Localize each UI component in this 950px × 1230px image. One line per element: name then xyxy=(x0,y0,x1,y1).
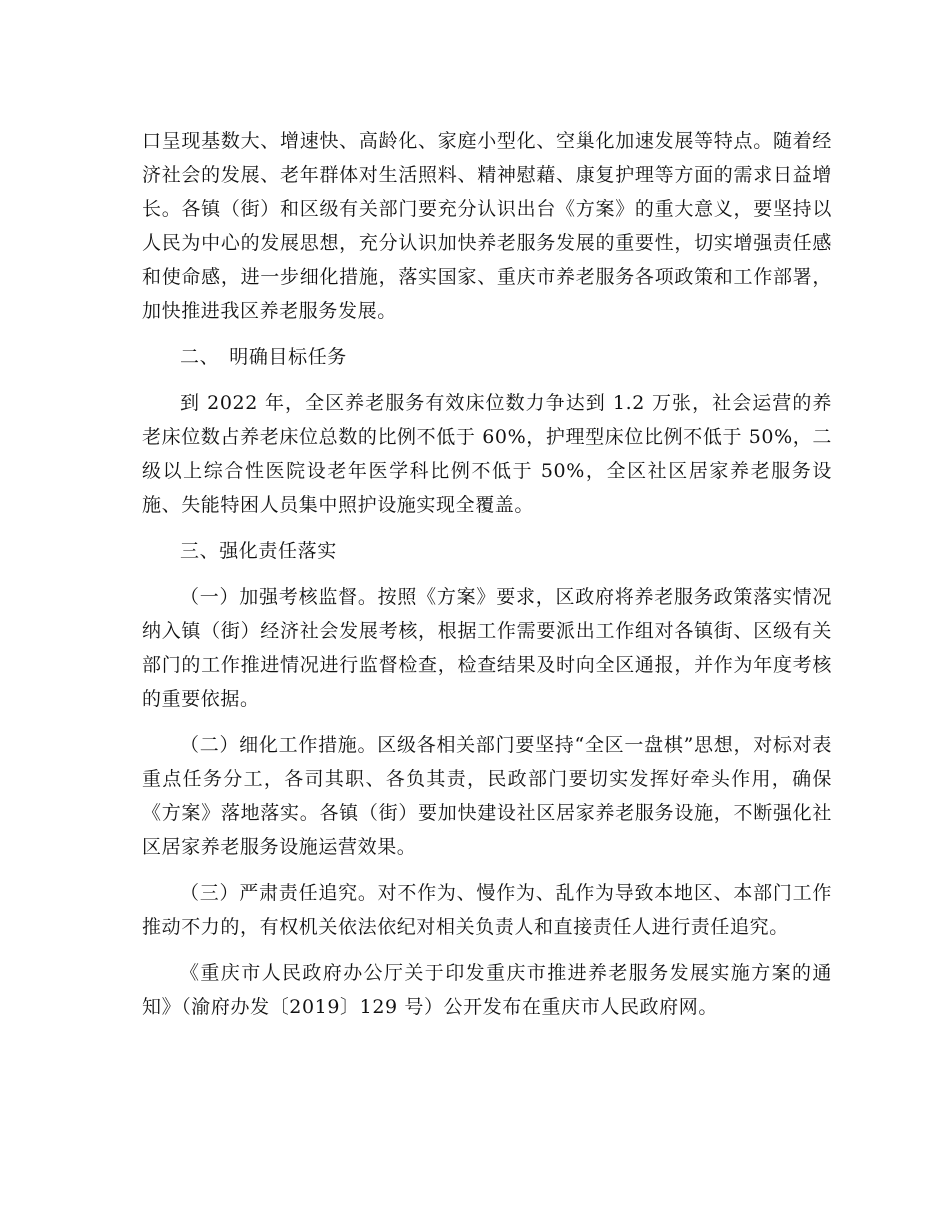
section-heading-targets: 二、 明确目标任务 xyxy=(180,346,347,368)
paragraph-notice: 《重庆市人民政府办公厅关于印发重庆市推进养老服务发展实施方案的通知》（渝府办发〔2019〕129 号）公开发布在重庆市人民政府网。 xyxy=(142,962,832,1018)
paragraph-continuation: 口呈现基数大、增速快、高龄化、家庭小型化、空巢化加速发展等特点。随着经济社会的发展、老年群体对生活照料、精神慰藉、康复护理等方面的需求日益增长。各镇（街）和区级有关部门要充分认识出台《方案》的重大意义，要坚持以人民为中心的发展思想，充分认识加快养老服务发展的重要性，切实增强责任感和使命感，进一步细化措施，落实国家、重庆市养老服务各项政策和工作部署，加快推进我区养老服务发展。 xyxy=(142,130,832,322)
section-heading-responsibility: 三、强化责任落实 xyxy=(180,540,337,562)
paragraph-assessment: （一）加强考核监督。按照《方案》要求，区政府将养老服务政策落实情况纳入镇（街）经济社会发展考核，根据工作需要派出工作组对各镇街、区级有关部门的工作推进情况进行监督检查，检查结果及时向全区通报，并作为年度考核的重要依据。 xyxy=(142,586,832,710)
paragraph-measures: （二）细化工作措施。区级各相关部门要坚持“全区一盘棋”思想，对标对表重点任务分工，各司其职、各负其责，民政部门要切实发挥好牵头作用，确保《方案》落地落实。各镇（街）要加快建设社区居家养老服务设施，不断强化社区居家养老服务设施运营效果。 xyxy=(142,734,832,858)
paragraph-accountability: （三）严肃责任追究。对不作为、慢作为、乱作为导致本地区、本部门工作推动不力的，有权机关依法依纪对相关负责人和直接责任人进行责任追究。 xyxy=(142,882,832,938)
paragraph-targets: 到 2022 年，全区养老服务有效床位数力争达到 1.2 万张，社会运营的养老床位数占养老床位总数的比例不低于 60%，护理型床位比例不低于 50%，二级以上综合性医院设老年医学科比例不低于 50%，全区社区居家养老服务设施、失能特困人员集中照护设施实现全覆盖。 xyxy=(142,392,832,516)
document-body xyxy=(142,124,832,1024)
